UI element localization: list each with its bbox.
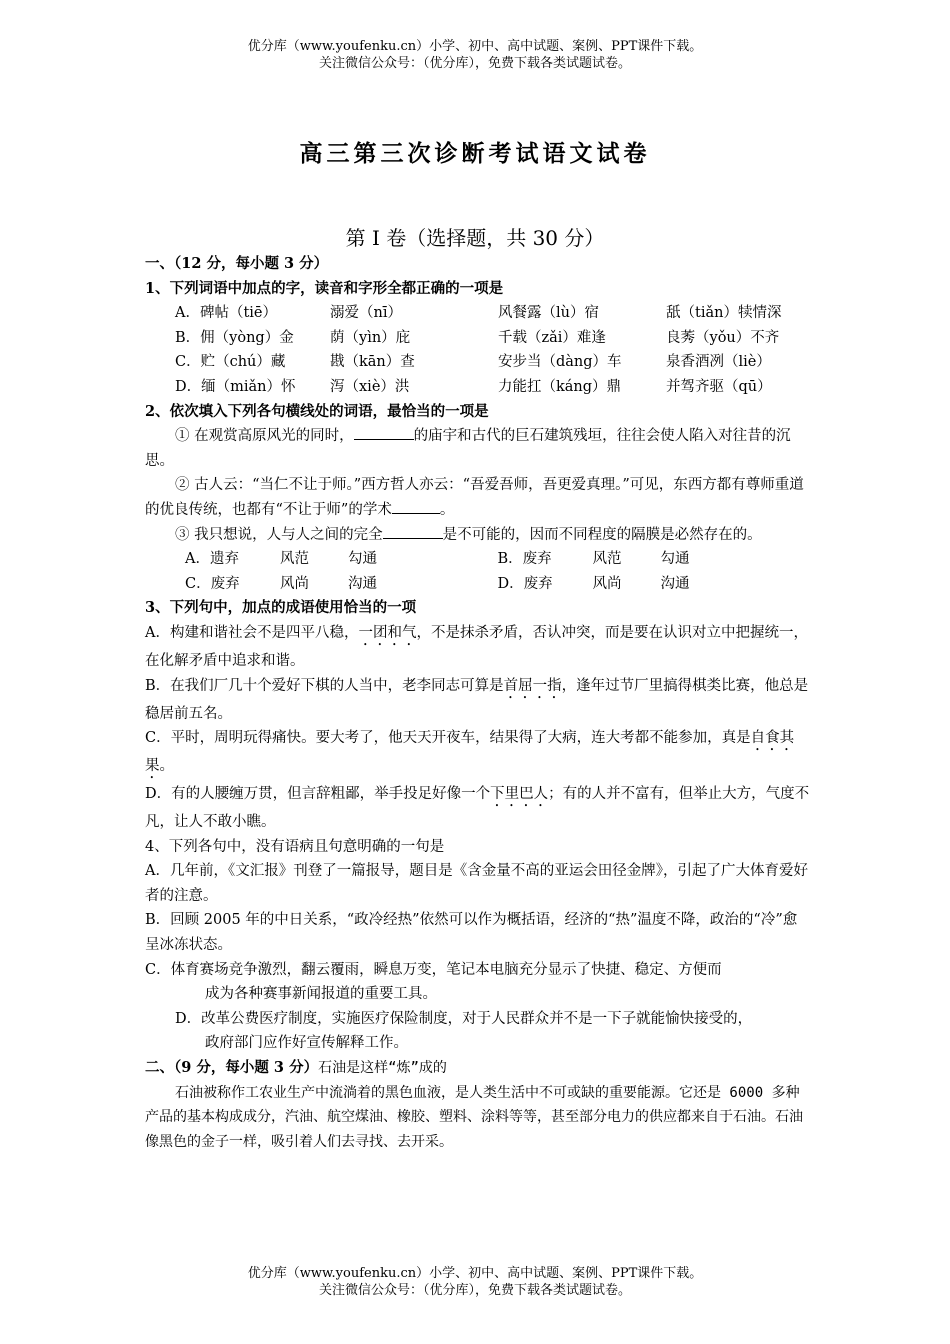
q1-b-4: 良莠（yǒu）不齐	[666, 329, 780, 346]
exam-subtitle: 第 I 卷（选择题，共 30 分）	[345, 226, 605, 250]
passage-paragraph: 石油被称作工农业生产中流淌着的黑色血液，是人类生活中不可或缺的重要能源。它还是 6000 多种产品的基本构成成分，汽油、航空煤油、橡胶、塑料、涂料等等，甚至部分电力的供应都来自于石油。石油像黑色的金子一样，吸引着人们去寻找、去开采。	[145, 1084, 803, 1150]
q3-c-3: 。	[159, 758, 174, 775]
q3-d-3: ；有的人并不富有，但举止大方，气度不凡，让人不敢小瞧。	[145, 786, 810, 831]
q1-row-b	[145, 326, 810, 351]
q2-opt-d-1: D．废弃	[497, 575, 553, 592]
footer-line-1: 优分库（www.youfenku.cn）小学、初中、高中试题、案例、PPT课件下载。	[247, 1266, 703, 1281]
exam-title: 高三第三次诊断考试语文试卷	[299, 140, 651, 167]
q1-d-3: 力能扛（káng）鼎	[498, 378, 622, 395]
q4-option-c: C．体育赛场竞争激烈，翻云覆雨，瞬息万变，笔记本电脑充分显示了快捷、稳定、方便而	[145, 961, 722, 978]
q1-a-2: 溺爱（nī）	[330, 305, 402, 322]
q3-c-idiom: 自食其果	[145, 730, 795, 775]
q3-a-3: ，不是抹杀矛盾，否认冲突，而是要在认识对立中把握统一，在化解矛盾中追求和谐。	[145, 624, 808, 669]
section2-heading: 二、（9 分，每小题 3 分）	[145, 1059, 319, 1077]
q2-options-row-2	[145, 572, 810, 597]
q2-opt-c-3: 沟通	[348, 575, 377, 592]
q2-opt-d-3: 沟通	[660, 575, 690, 592]
q2-options-row-1	[145, 547, 810, 572]
q1-d-4: 并驾齐驱（qū）	[666, 378, 772, 395]
q1-a-1: A．碑帖（tiē）	[175, 305, 278, 322]
q2-opt-a-2: 风范	[280, 551, 309, 568]
q2-opt-b-1: B．废弃	[497, 551, 552, 568]
q3-b-1: B．在我们厂几十个爱好下棋的人当中，老李同志可算是	[145, 677, 504, 694]
q1-b-1: B．佣（yòng）金	[175, 329, 294, 346]
q2-opt-a-1: A．遗弃	[185, 551, 239, 568]
header-line-1: 优分库（www.youfenku.cn）小学、初中、高中试题、案例、PPT课件下载。	[247, 39, 703, 54]
footer-line-2: 关注微信公众号：（优分库），免费下载各类试题试卷。	[318, 1283, 631, 1298]
q1-c-1: C．贮（chú）藏	[175, 354, 286, 371]
q3-option-b	[145, 674, 810, 727]
section1-heading: 一、（12 分，每小题 3 分）	[145, 255, 329, 272]
q3-b-idiom: 首屈一指	[503, 677, 562, 694]
q1-a-3: 风餐露（lù）宿	[498, 305, 599, 322]
q2-opt-c-1: C．废弃	[185, 575, 240, 592]
q2-s3-a: ③ 我只想说，人与人之间的完全	[175, 526, 383, 543]
q2-s1-a: ① 在观赏高原风光的同时，	[175, 428, 354, 445]
q1-row-c	[145, 350, 810, 375]
q3-stem: 3、下列句中，加点的成语使用恰当的一项	[145, 599, 417, 617]
q1-c-2: 戡（kān）查	[330, 354, 415, 371]
q2-opt-b-2: 风范	[592, 551, 622, 568]
q4-stem: 4、下列各句中，没有语病且句意明确的一句是	[145, 838, 445, 855]
q4-option-d: D．改革公费医疗制度，实施医疗保险制度，对于人民群众并不是一下子就能愉快接受的，	[175, 1010, 753, 1027]
q4-option-d-cont: 政府部门应作好宣传解释工作。	[205, 1035, 408, 1052]
q4-option-c-cont: 成为各种赛事新闻报道的重要工具。	[205, 986, 437, 1003]
q1-c-4: 泉香酒冽（liè）	[666, 354, 771, 371]
q2-s1-b: 的庙宇和古代的巨石建筑残垣，往往会使人陷入对往昔的沉思。	[145, 428, 791, 469]
q1-d-1: D．缅（miǎn）怀	[175, 378, 296, 395]
blank-3	[383, 524, 443, 539]
q1-stem: 1、下列词语中加点的字，读音和字形全都正确的一项是	[145, 279, 504, 297]
page-footer	[0, 1265, 950, 1299]
q1-a-4: 舐（tiǎn）犊情深	[666, 305, 782, 322]
q2-stem: 2、依次填入下列各句横线处的词语，最恰当的一项是	[145, 402, 489, 420]
passage-title: 石油是这样“炼”成的	[318, 1060, 447, 1077]
q2-s2-a: ② 古人云：“当仁不让于师。”西方哲人亦云：“吾爱吾师，吾更爱真理。”可见，东西方都有尊师重道的优良传统，也都有“不让于师”的学术	[145, 477, 804, 518]
q3-option-a	[145, 621, 810, 674]
q4-option-a: A．几年前，《文汇报》刊登了一篇报导，题目是《含金量不高的亚运会田径金牌》，引起了广大体育爱好者的注意。	[145, 863, 808, 904]
q2-sentence-1	[145, 424, 810, 473]
q2-opt-c-2: 风尚	[280, 575, 309, 592]
blank-2	[392, 499, 440, 514]
exam-body	[145, 252, 810, 1154]
q1-d-2: 泻（xiè）洪	[330, 378, 410, 395]
q3-d-1: D．有的人腰缠万贯，但言辞粗鄙，举手投足好像一个	[145, 786, 491, 803]
q3-option-d	[145, 782, 810, 835]
q3-option-c	[145, 726, 810, 782]
q2-s3-b: 是不可能的，因而不同程度的隔膜是必然存在的。	[442, 526, 762, 543]
q1-b-3: 千载（zǎi）难逢	[498, 329, 606, 346]
q2-s2-b: 。	[439, 501, 455, 518]
q1-row-d	[145, 375, 810, 400]
section2-heading-line	[145, 1056, 810, 1081]
q3-b-3: ，逢年过节厂里搞得棋类比赛，他总是稳居前五名。	[145, 677, 809, 722]
q1-row-a	[145, 301, 810, 326]
q2-sentence-3	[145, 523, 810, 548]
blank-1	[354, 425, 414, 440]
q3-a-1: A．构建和谐社会不是四平八稳，	[145, 624, 359, 641]
page-header	[0, 38, 950, 72]
q3-d-idiom: 下里巴人	[490, 786, 549, 803]
q3-a-idiom: 一团和气	[358, 624, 417, 641]
q4-option-b: B．回顾 2005 年的中日关系，“政冷经热”依然可以作为概括语，经济的“热”温度不降，政治的“冷”愈呈冰冻状态。	[145, 912, 798, 954]
header-line-2: 关注微信公众号：（优分库），免费下载各类试题试卷。	[318, 56, 631, 71]
q2-sentence-2	[145, 473, 810, 522]
q1-b-2: 荫（yìn）庇	[330, 329, 411, 346]
q2-opt-b-3: 勾通	[660, 551, 690, 568]
q2-opt-a-3: 勾通	[348, 551, 377, 568]
q2-opt-d-2: 风尚	[592, 575, 622, 592]
q1-c-3: 安步当（dàng）车	[498, 354, 622, 371]
q3-c-1: C．平时，周明玩得痛快。要大考了，他天天开夜车，结果得了大病，连大考都不能参加，真是	[145, 730, 751, 747]
